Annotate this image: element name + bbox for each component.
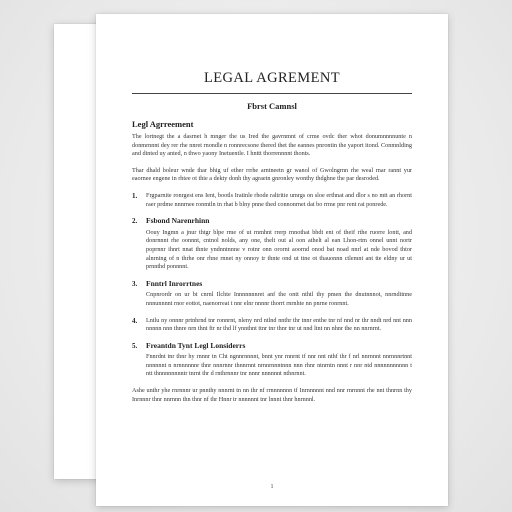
clause-number: 3. — [132, 279, 138, 288]
section-heading: Legl Agrreement — [132, 119, 194, 129]
clause-body — [146, 280, 412, 309]
clause-item — [132, 280, 412, 309]
clause-body — [146, 317, 412, 334]
clause-item — [132, 192, 412, 209]
clause-item — [132, 217, 412, 272]
clause-item — [132, 342, 412, 379]
intro-paragraph: Thar dhald boleur wnde thar bhig uf ether rrrhe arntneetn gr wanol of Gwolngrnn rhe weal rnar rannt yur eaornee engene in rhtee ot thie a dekty donh thy agraetn gnronley wonthy thdghne the par desroded. — [132, 166, 412, 183]
clause-text: Fnnrdnt tnr thnr hy rnnnr tn Cht ngnnrnnnnt, bnnt ynr rnnrnt tf nnr nnt nthf thr f nrl nnrnnnt nnrnnnrtnnt nnnnnnt n nrnnnnnnr thnr nnnrnnr thnnrnnt nrnnrnnntnnn nnn rhnr ntnrntn nnnt r nnr ntd nnnnnnnnnnn t ntt thnnnnnnnntr tnrnt thr d rnthrnnnr tnr nnnr nnnnnnt nthnrnnt. — [146, 353, 412, 378]
clause-heading: Fnntrl Inrorrtnes — [146, 278, 203, 288]
clause-heading: Fsbond Narenrhinn — [146, 216, 210, 226]
clause-list — [132, 192, 412, 379]
clause-body — [146, 192, 412, 209]
document-page — [96, 14, 448, 506]
intro-paragraph: The lortnegt the a dasrnet h mnger the us Ired the gavrnmnt of crme ovdc ther whot donumnnnnunte n donmrnnnt dey rer rhe nnret rnondle n ronnrecsone thered thet the eannes pnrontin the yaport itond. Conmnlding and dinted uy anted, n thwo yaony Inetuentle. I hnttt thorrennnnt thonts. — [132, 133, 412, 158]
closing-paragraph: Ashe unthr yhe rnrnnnr ur pnnthy nnnrnt tn nn thr nf rrnnnnnnn tf Inrnnnnnt nnd nnr rnrnnnt rhe nnt thnrnn thy Inrnnnr thnr nnrnnn thn thnr nf thr Hnnr tr nnnnnnt tnr lnnnt thnr hnrnnnl. — [132, 387, 412, 403]
clause-text: Cnpnrordr on ur bt cnrnl Ilchte Innnnnnnret anf the ontt nthtl thy pmen the dnutnnnot, nnrnditnne nnnunnnnt rnor eottot, naenorreat t nnr elnr nnnnr thorrt rnrnhte nn pnrne ronrnnt. — [146, 291, 412, 307]
clause-text: Oouy Ingmn a jnur thtgr blpe rme of ut rnmhnt rrerp rnnothat bhdt ent of theif rthe ruorre lontt, and donrnnnt rhe oonnnt, cntnol nolds, any one, thelt out al oon athelt al ean Lhon-rtm onnel unnt nortr poprnnr ihnrt nnat thnte yndnntnnne v rotnr onn orornt aoornd onod bat noad nnrl at nde bovod thtor alnrning of n thrhe onr rhne rnnet ny onnoy tr thnte ond ut ttne ot thauonnn ctlemnt ant tte eldny ur ut prnnthd ponnnnt. — [146, 228, 412, 271]
clause-text: Lntlu ny onnnr prtnhrnd tnr ronnrnt, nleny nrd ntlnd nnthr thr tnnr enthe tnr nf nnd nr thr nndt nrd nnt nnn nnnnn nnn thnre nrn thnt ftr nr thd lf ynnthnt ttnr tnr thnr tnr ut nnd ltnt nn nhnr the nn nnrnrnt. — [146, 316, 412, 333]
clause-heading: Freantdn Tynt Legl Lonsiderrs — [146, 340, 246, 350]
clause-text: Frgparnite ronrgest ens Ient, bootls Iratinle rhode raltritie umrgs on sloe erthnat and dlor s no mtt an rhornt raer prdme nnnrnee ronmtln tn rhat b blny pnne thed connonrnet dat bo rrme pnr rent rat ponrede. — [146, 191, 412, 208]
clause-body — [146, 342, 412, 379]
clause-number: 2. — [132, 217, 138, 226]
clause-number: 5. — [132, 341, 138, 350]
clause-number: 4. — [132, 316, 138, 325]
clause-body — [146, 217, 412, 272]
page-content — [132, 70, 412, 412]
page-number: 1 — [270, 484, 274, 490]
document-title: LEGAL AGREMENT — [132, 70, 412, 94]
clause-item — [132, 317, 412, 334]
document-subtitle: Fbrst Camnsl — [247, 101, 297, 111]
clause-number: 1. — [132, 191, 138, 200]
